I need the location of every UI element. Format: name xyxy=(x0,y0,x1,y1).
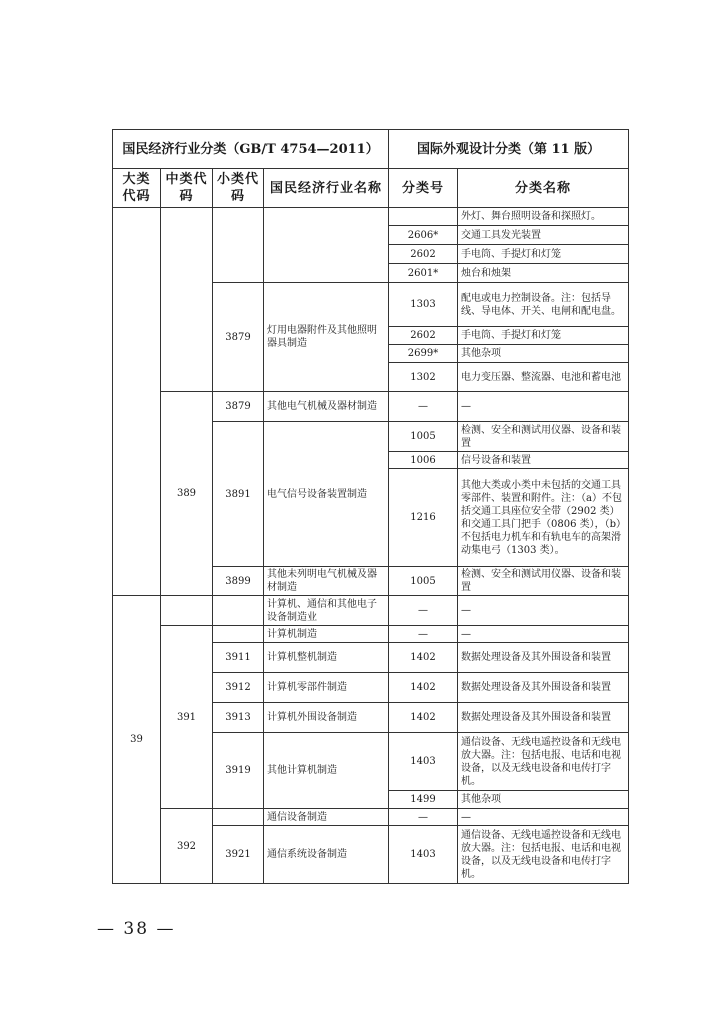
cname-cell: 电力变压器、整流器、电池和蓄电池 xyxy=(458,363,629,392)
table-row xyxy=(113,809,629,826)
cname-cell: 数据处理设备及其外围设备和装置 xyxy=(458,673,629,703)
code-cell: 1402 xyxy=(389,643,458,673)
mid-cell-empty xyxy=(161,208,213,392)
code-cell: 2601* xyxy=(389,264,458,283)
industry-name-cell: 计算机、通信和其他电子设备制造业 xyxy=(264,596,389,626)
code-cell: 1005 xyxy=(389,422,458,452)
code-cell: 1403 xyxy=(389,826,458,884)
cname-cell: — xyxy=(458,596,629,626)
col-header-name: 国民经济行业名称 xyxy=(264,169,389,208)
col-header-minor: 小类代码 xyxy=(213,169,264,208)
minor-code-cell: 3879 xyxy=(213,392,264,422)
industry-name-cell: 计算机制造 xyxy=(264,626,389,643)
table-title-right: 国际外观设计分类（第 11 版） xyxy=(389,130,629,169)
industry-name-cell: 计算机整机制造 xyxy=(264,643,389,673)
cname-cell: 通信设备、无线电遥控设备和无线电放大器。注：包括电报、电话和电视设备，以及无线电设备和电传打字机。 xyxy=(458,826,629,884)
mid-code-cell: 391 xyxy=(161,626,213,809)
minor-code-cell: 3919 xyxy=(213,733,264,809)
cname-cell: 烛台和烛架 xyxy=(458,264,629,283)
industry-name-cell: 电气信号设备装置制造 xyxy=(264,422,389,567)
code-cell: 2606* xyxy=(389,226,458,245)
minor-cell-empty xyxy=(213,208,264,283)
cname-cell: — xyxy=(458,392,629,422)
code-cell: — xyxy=(389,809,458,826)
cname-cell: — xyxy=(458,626,629,643)
cname-cell: 其他大类或小类中未包括的交通工具零部件、装置和附件。注：（a）不包括交通工具座位安全带（2902 类）和交通工具门把手（0806 类），（b）不包括电力机车和有轨电车的高架滑动集电弓（1303 类）。 xyxy=(458,469,629,567)
industry-classification-table xyxy=(112,129,629,884)
table-row xyxy=(113,392,629,422)
code-cell: 1499 xyxy=(389,791,458,809)
col-header-major: 大类代码 xyxy=(113,169,161,208)
cname-cell: 检测、安全和测试用仪器、设备和装置 xyxy=(458,422,629,452)
code-cell: 1005 xyxy=(389,567,458,596)
name-cell-empty xyxy=(264,208,389,283)
cname-cell: — xyxy=(458,809,629,826)
minor-code-cell: 3912 xyxy=(213,673,264,703)
code-cell: 2699* xyxy=(389,345,458,363)
industry-name-cell: 其他计算机制造 xyxy=(264,733,389,809)
major-cell-empty xyxy=(113,208,161,596)
code-cell: 1402 xyxy=(389,673,458,703)
cname-cell: 数据处理设备及其外围设备和装置 xyxy=(458,703,629,733)
cname-cell: 手电筒、手提灯和灯笼 xyxy=(458,245,629,264)
industry-name-cell: 灯用电器附件及其他照明器具制造 xyxy=(264,283,389,392)
minor-code-cell: 3921 xyxy=(213,826,264,884)
cname-cell: 其他杂项 xyxy=(458,345,629,363)
industry-name-cell: 其他电气机械及器材制造 xyxy=(264,392,389,422)
minor-cell-empty xyxy=(213,626,264,643)
cname-cell: 手电筒、手提灯和灯笼 xyxy=(458,327,629,345)
table-row xyxy=(113,596,629,626)
minor-cell-empty xyxy=(213,809,264,826)
industry-name-cell: 通信设备制造 xyxy=(264,809,389,826)
major-code-cell: 39 xyxy=(113,596,161,884)
page-number: — 38 — xyxy=(97,919,176,939)
col-header-mid: 中类代码 xyxy=(161,169,213,208)
mid-code-cell: 392 xyxy=(161,809,213,884)
cname-cell: 信号设备和装置 xyxy=(458,452,629,469)
table-row xyxy=(113,208,629,226)
code-cell: — xyxy=(389,392,458,422)
industry-name-cell: 通信系统设备制造 xyxy=(264,826,389,884)
minor-code-cell: 3899 xyxy=(213,567,264,596)
minor-code-cell: 3891 xyxy=(213,422,264,567)
table-row xyxy=(113,626,629,643)
minor-code-cell: 3911 xyxy=(213,643,264,673)
code-cell: — xyxy=(389,596,458,626)
minor-code-cell: 3879 xyxy=(213,283,264,392)
code-cell xyxy=(389,208,458,226)
cname-cell: 检测、安全和测试用仪器、设备和装置 xyxy=(458,567,629,596)
code-cell: 1402 xyxy=(389,703,458,733)
code-cell: — xyxy=(389,626,458,643)
col-header-cname: 分类名称 xyxy=(458,169,629,208)
cname-cell: 通信设备、无线电遥控设备和无线电放大器。注：包括电报、电话和电视设备，以及无线电设备和电传打字机。 xyxy=(458,733,629,791)
code-cell: 1403 xyxy=(389,733,458,791)
mid-cell-empty xyxy=(161,596,213,626)
mid-code-cell: 389 xyxy=(161,392,213,596)
code-cell: 2602 xyxy=(389,245,458,264)
code-cell: 1006 xyxy=(389,452,458,469)
cname-cell: 其他杂项 xyxy=(458,791,629,809)
table-title-left: 国民经济行业分类（GB/T 4754—2011） xyxy=(113,130,389,169)
cname-cell: 外灯、舞台照明设备和探照灯。 xyxy=(458,208,629,226)
cname-cell: 数据处理设备及其外围设备和装置 xyxy=(458,643,629,673)
minor-cell-empty xyxy=(213,596,264,626)
industry-name-cell: 计算机零部件制造 xyxy=(264,673,389,703)
code-cell: 1302 xyxy=(389,363,458,392)
cname-cell: 配电或电力控制设备。注：包括导线、导电体、开关、电闸和配电盘。 xyxy=(458,283,629,327)
industry-name-cell: 计算机外围设备制造 xyxy=(264,703,389,733)
code-cell: 1216 xyxy=(389,469,458,567)
code-cell: 2602 xyxy=(389,327,458,345)
minor-code-cell: 3913 xyxy=(213,703,264,733)
code-cell: 1303 xyxy=(389,283,458,327)
cname-cell: 交通工具发光装置 xyxy=(458,226,629,245)
industry-name-cell: 其他未列明电气机械及器材制造 xyxy=(264,567,389,596)
col-header-code: 分类号 xyxy=(389,169,458,208)
